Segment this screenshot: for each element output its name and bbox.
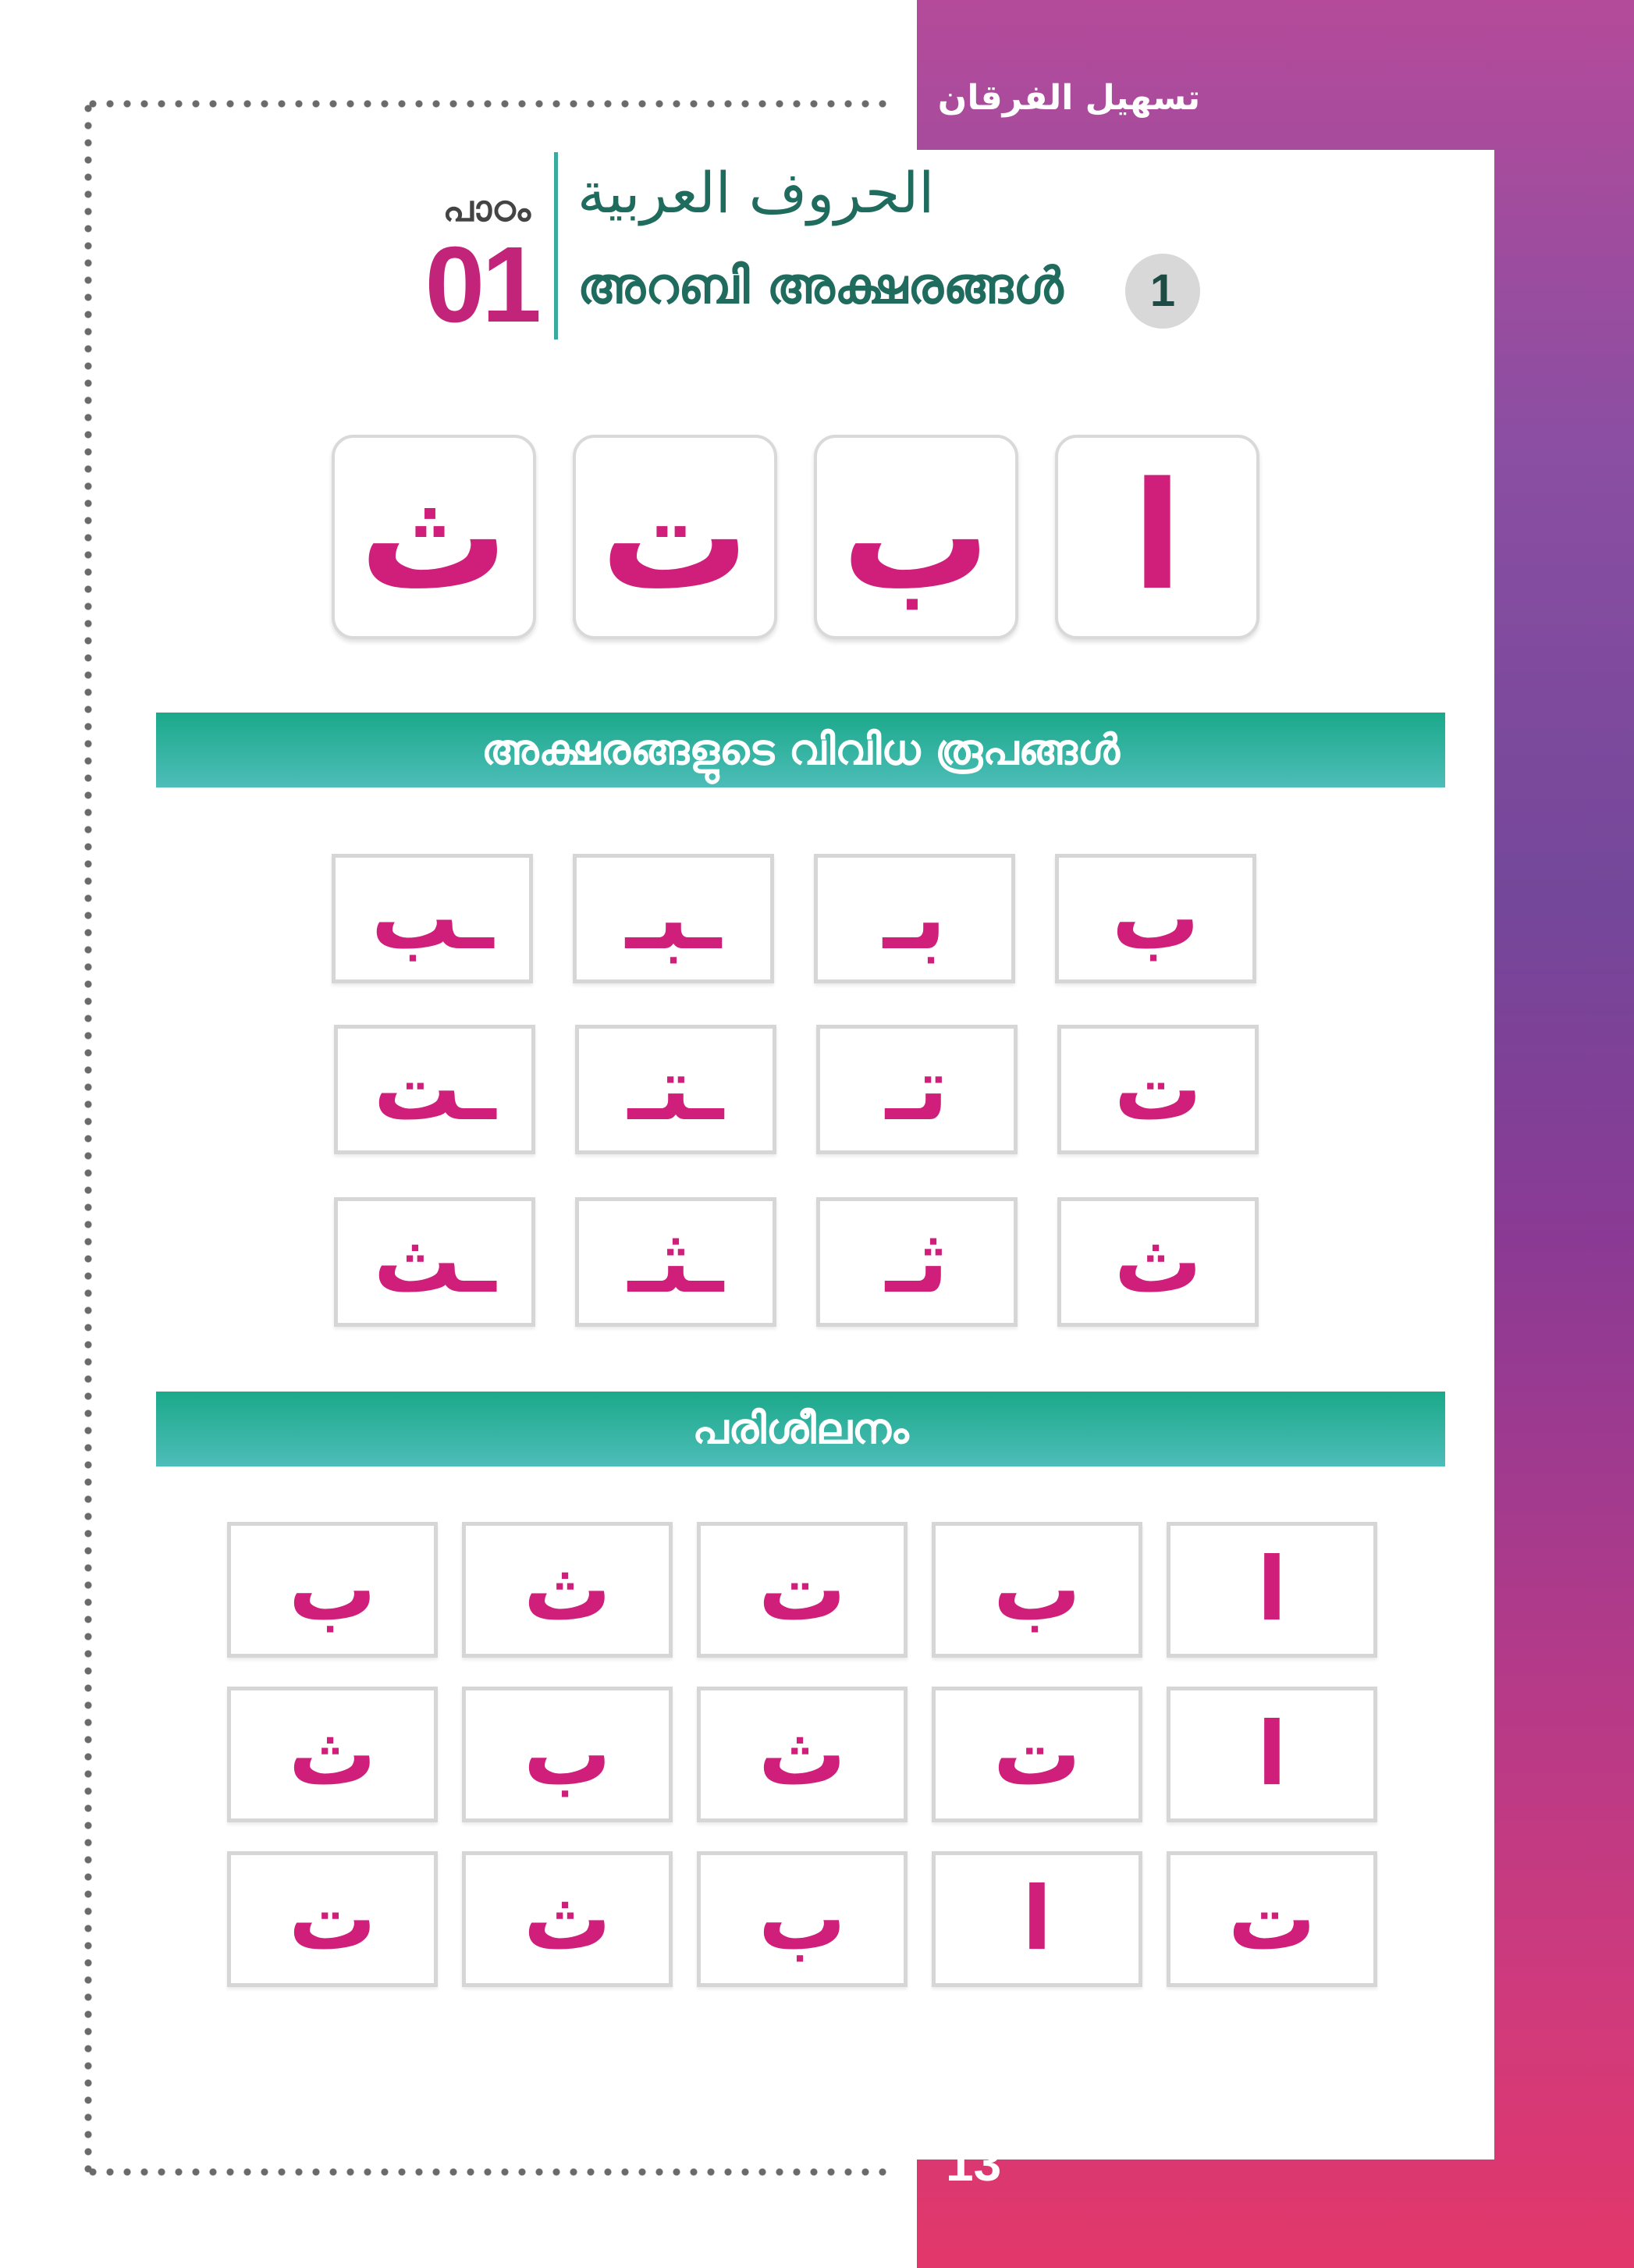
practice-card: [932, 1687, 1142, 1822]
letter-card: [814, 435, 1018, 639]
practice-glyph: ت: [1227, 1868, 1316, 1970]
title-malayalam: അറബി അക്ഷരങ്ങൾ: [577, 258, 1064, 315]
form-card: [334, 1197, 535, 1327]
form-glyph: ـب: [371, 868, 494, 969]
practice-card: [462, 1522, 673, 1658]
lesson-number: 01: [424, 225, 538, 345]
form-glyph: تـ: [885, 1039, 949, 1140]
letter-card: [1055, 435, 1259, 639]
forms-section-heading: അക്ഷരങ്ങളുടെ വിവിധ രൂപങ്ങൾ: [156, 713, 1445, 787]
form-glyph: ب: [1111, 868, 1200, 969]
letter-card: [573, 435, 777, 639]
practice-card: [697, 1522, 908, 1658]
practice-glyph: ث: [523, 1539, 612, 1641]
practice-card: [462, 1851, 673, 1987]
dotted-border-top: [84, 100, 896, 108]
lesson-label: പാഠം: [442, 187, 531, 229]
practice-glyph: ا: [1021, 1868, 1053, 1970]
practice-card: [227, 1687, 438, 1822]
practice-card: [227, 1851, 438, 1987]
practice-glyph: ب: [758, 1868, 847, 1970]
letter-glyph: ا: [1131, 450, 1183, 623]
form-glyph: بـ: [883, 868, 947, 969]
form-card: [332, 854, 533, 983]
practice-glyph: ب: [288, 1539, 377, 1641]
practice-glyph: ب: [523, 1704, 612, 1805]
practice-card: [932, 1522, 1142, 1658]
form-card: [816, 1025, 1018, 1154]
practice-glyph: ث: [758, 1704, 847, 1805]
book-title: تسهيل الفرقان: [937, 78, 1201, 118]
form-card: [573, 854, 774, 983]
practice-glyph: ا: [1256, 1539, 1288, 1641]
practice-card: [227, 1522, 438, 1658]
practice-card: [1167, 1687, 1377, 1822]
form-card: [1057, 1025, 1259, 1154]
title-arabic: الحروف العربية: [577, 160, 935, 226]
letter-glyph: ب: [841, 450, 991, 623]
title-divider: [554, 152, 558, 339]
practice-card: [1167, 1522, 1377, 1658]
letter-card: [332, 435, 536, 639]
dotted-border-left: [84, 100, 92, 2176]
form-glyph: ـثـ: [627, 1211, 724, 1313]
form-card: [575, 1025, 776, 1154]
form-glyph: ـت: [373, 1039, 496, 1140]
letter-glyph: ت: [600, 450, 750, 623]
form-glyph: ـث: [373, 1211, 496, 1313]
form-card: [1055, 854, 1256, 983]
practice-glyph: ب: [993, 1539, 1082, 1641]
form-card: [814, 854, 1015, 983]
form-glyph: ث: [1114, 1211, 1202, 1313]
practice-section-heading: പരിശീലനം: [156, 1392, 1445, 1466]
title-number-badge: 1: [1125, 254, 1200, 329]
practice-card: [697, 1687, 908, 1822]
form-card: [816, 1197, 1018, 1327]
practice-glyph: ت: [993, 1704, 1082, 1805]
form-glyph: ت: [1114, 1039, 1202, 1140]
form-glyph: ثـ: [885, 1211, 949, 1313]
form-card: [334, 1025, 535, 1154]
form-card: [1057, 1197, 1259, 1327]
dotted-border-bottom: [84, 2168, 888, 2176]
page-number: 13: [946, 2135, 1002, 2192]
letter-glyph: ث: [359, 450, 509, 623]
form-glyph: ـتـ: [627, 1039, 724, 1140]
form-glyph: ـبـ: [625, 868, 722, 969]
practice-card: [462, 1687, 673, 1822]
practice-glyph: ت: [758, 1539, 847, 1641]
practice-card: [932, 1851, 1142, 1987]
practice-glyph: ث: [288, 1704, 377, 1805]
practice-card: [697, 1851, 908, 1987]
practice-glyph: ت: [288, 1868, 377, 1970]
form-card: [575, 1197, 776, 1327]
practice-card: [1167, 1851, 1377, 1987]
practice-glyph: ث: [523, 1868, 612, 1970]
practice-glyph: ا: [1256, 1704, 1288, 1805]
